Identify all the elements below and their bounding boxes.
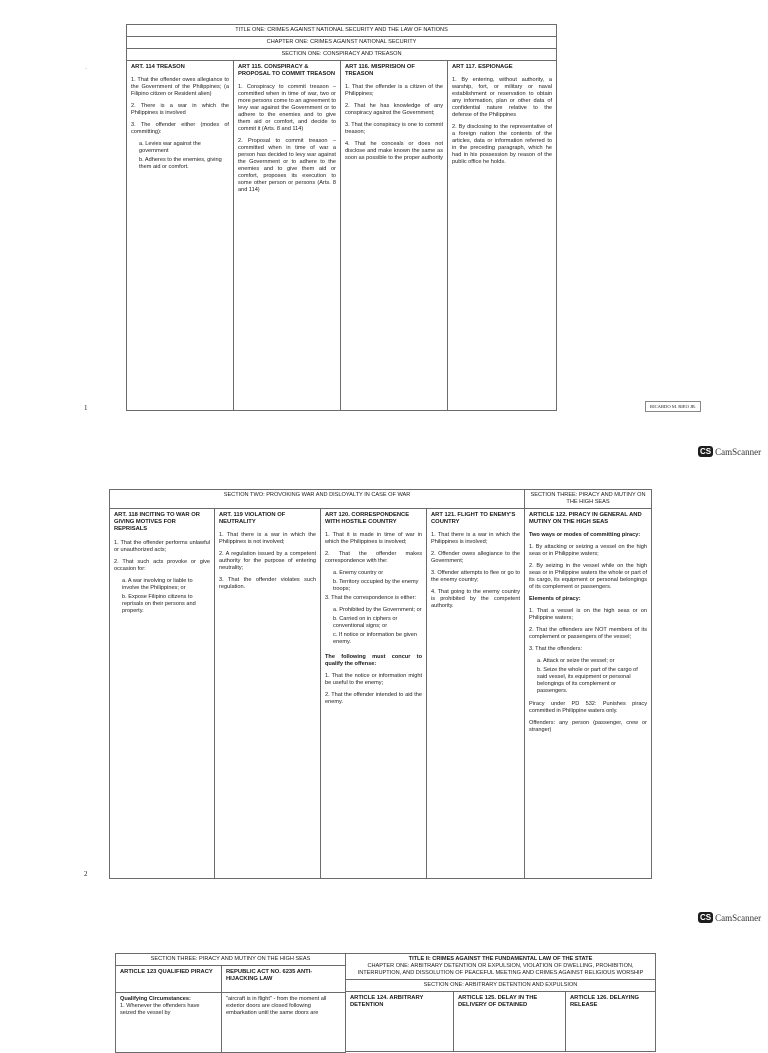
art119-item: 2. A regulation issued by a competent authority for the purpose of entering neutrality; — [219, 551, 316, 572]
art117-item: 2. By disclosing to the representative of a foreign nation the contents of the articles, data or information referred to in the preceding paragraph, which he had in his possession by reason of the public office he holds. — [452, 124, 553, 166]
art114-item: 1. That the offender owes allegiance to the Government of the Philippines; (a Filipino citizen or Resident alien) — [131, 77, 229, 98]
title-two-header-block — [346, 954, 656, 980]
art120-concur-heading: The following must concur to qualify the offense: — [325, 654, 422, 668]
piracy-element-item: 1. That a vessel is on the high seas or on Philippine waters; — [529, 608, 648, 622]
section-three-header-p3: SECTION THREE: PIRACY AND MUTINY ON THE HIGH SEAS — [116, 954, 346, 966]
art121-item: 1. That there is a war in which the Philippines is involved; — [431, 532, 521, 546]
art115-column — [234, 60, 341, 410]
piracy-element-subitem: b. Seize the whole or part of the cargo of said vessel, its equipment or personal belongings of its complement or passengers. — [537, 667, 638, 695]
piracy-continued-table — [115, 953, 346, 1053]
art120-subitem: c. If notice or information be given enemy. — [333, 632, 417, 646]
art116-item: 4. That he conceals or does not disclose and make known the same as soon as possible to the proper authority — [345, 141, 443, 162]
camscanner-label: CamScanner — [715, 912, 762, 923]
art116-title: ART 116. MISPRISION OF TREASON — [345, 63, 415, 78]
art114-subitem: b. Adheres to the enemies, giving them aid or comfort. — [139, 157, 222, 171]
art114-column — [127, 60, 234, 410]
qualifying-heading: Qualifying Circumstances: — [120, 996, 191, 1003]
art120-item: 1. That it is made in time of war in which the Philippines is involved; — [325, 532, 422, 546]
art120-subitem: a. Enemy country or — [333, 570, 384, 577]
art120-subitem: a. Prohibited by the Government; or — [333, 607, 422, 614]
section-one-header: SECTION ONE: CONSPIRACY AND TREASON — [127, 48, 557, 60]
art125-column — [454, 991, 566, 1051]
piracy-offenders: Offenders: any person (passenger, crew or stranger) — [529, 720, 648, 734]
art121-item: 3. Offender attempts to flee or go to the enemy country; — [431, 570, 521, 584]
art114-item: 3. The offender either (modes of committing): — [131, 122, 229, 136]
art114-item: 2. There is a war in which the Philippines is involved — [131, 103, 229, 117]
pd532-note: Piracy under PD 532: Punishes piracy committed in Philippine waters only. — [529, 701, 648, 715]
aircraft-in-flight-text: "aircraft is in flight" - from the moment all exterior doors are closed following embarkation until the same doors are — [226, 996, 327, 1017]
section-three-header: SECTION THREE: PIRACY AND MUTINY ON THE HIGH SEAS — [525, 490, 652, 509]
art114-title: ART. 114 TREASON — [131, 63, 185, 70]
art116-item: 1. That the offender is a citizen of the Philippines; — [345, 84, 443, 98]
art120-subitem: b. Carried on in ciphers or conventional signs; or — [333, 616, 398, 630]
art122-title: ARTICLE 122. PIRACY IN GENERAL AND MUTINY ON THE HIGH SEAS — [529, 511, 642, 526]
art121-item: 2. Offender owes allegiance to the Government; — [431, 551, 521, 565]
art120-concur-item: 1. That the notice or information might be useful to the enemy; — [325, 673, 422, 687]
section-two-header: SECTION TWO: PROVOKING WAR AND DISLOYALTY IN CASE OF WAR — [110, 490, 525, 509]
art117-item: 1. By entering, without authority, a warship, fort, or military or naval establishment or reservation to obtain any information, plan or other data of confidential nature relative to the defense of the Philippines — [452, 77, 553, 119]
camscanner-label: CamScanner — [715, 446, 762, 457]
art121-item: 4. That going to the enemy country is prohibited by the competent authority. — [431, 589, 521, 610]
title-two-header: TITLE II: CRIMES AGAINST THE FUNDAMENTAL LAW OF THE STATE — [408, 956, 593, 962]
art115-item: 1. Conspiracy to commit treason – committed when in time of war, two or more persons come to an agreement to levy war against the Government or to adhere to the enemies and to give them aid or comfort, and decide to commit it (Arts. 8 and 114) — [238, 84, 336, 133]
art120-subitem: b. Territory occupied by the enemy troops; — [333, 579, 419, 593]
art120-item: 3. That the correspondence is either: — [325, 595, 417, 602]
art125-title: ARTICLE 125. DELAY IN THE DELIVERY OF DETAINED — [458, 994, 538, 1009]
title-one-header: TITLE ONE: CRIMES AGAINST NATIONAL SECURITY AND THE LAW OF NATIONS — [127, 25, 557, 37]
art115-title: ART 115. CONSPIRACY & PROPOSAL TO COMMIT TREASON — [238, 63, 336, 78]
art114-subitem: a. Levies war against the government — [139, 141, 201, 155]
art120-concur-item: 2. That the offender intended to aid the enemy. — [325, 692, 422, 706]
art122-column — [525, 508, 652, 878]
piracy-mode-item: 1. By attacking or seizing a vessel on the high seas or in Philippine waters; — [529, 544, 648, 558]
piracy-element-item: 3. That the offenders: — [529, 646, 583, 653]
title-two-table — [345, 953, 656, 1052]
ra6235-title-text: REPUBLIC ACT NO. 6235 ANTI-HIJACKING LAW — [226, 968, 313, 983]
signature-box: RICARDO M. RIEO JR. — [645, 401, 701, 412]
ra6235-column — [222, 993, 346, 1053]
art119-item: 3. That the offender violates such regulation. — [219, 577, 316, 591]
qualifying-item: 1. Whenever the offenders have seized the vessel by — [120, 1003, 200, 1017]
art116-item: 2. That he has knowledge of any conspiracy against the Government; — [345, 103, 443, 117]
art120-title: ART 120. CORRESPONDENCE WITH HOSTILE COUNTRY — [325, 511, 410, 526]
piracy-elements-heading: Elements of piracy: — [529, 596, 581, 603]
piracy-element-subitem: a. Attack or seize the vessel; or — [537, 658, 615, 665]
piracy-mode-item: 2. By seizing in the vessel while on the high seas or in Philippine waters the whole or part of its cargo, its equipment or personal belongings of its complement or passengers. — [529, 563, 648, 591]
art123-title-text: ARTICLE 123 QUALIFIED PIRACY — [120, 968, 213, 975]
art116-column — [341, 60, 448, 410]
page-number-2: 2 — [84, 870, 88, 878]
camscanner-watermark-2 — [698, 912, 761, 923]
art123-column — [116, 993, 222, 1053]
art120-item: 2. That the offender makes correspondence with the: — [325, 551, 422, 565]
chapter-one-header-p3: CHAPTER ONE: ARBITRARY DETENTION OR EXPULSION, VIOLATION OF DWELLING, PROHIBITION, INTERRUPTION, AND DISSOLUTION OF PEACEFUL MEETING AND CRIMES AGAINST RELIGIOUS WORSHIP — [357, 962, 644, 976]
scan-speck: · — [85, 66, 87, 72]
piracy-modes-heading: Two ways or modes of committing piracy: — [529, 532, 641, 539]
chapter-one-header: CHAPTER ONE: CRIMES AGAINST NATIONAL SECURITY — [127, 36, 557, 48]
treason-table — [126, 24, 557, 411]
camscanner-logo-icon: CS — [700, 447, 712, 456]
art118-column — [110, 508, 215, 878]
art124-title: ARTICLE 124. ARBITRARY DETENTION — [350, 994, 424, 1009]
art117-column — [448, 60, 557, 410]
art115-item: 2. Proposal to commit treason – committed when in time of war a person has decided to levy war against the Government or to adhere to the enemies and to give them aid or comfort, proposes its execution to some other person or persons (Arts. 8 and 114) — [238, 138, 336, 194]
art126-title: ARTICLE 126. DELAYING RELEASE — [570, 994, 640, 1009]
art120-column — [321, 508, 427, 878]
art123-title — [116, 965, 222, 992]
art119-column — [215, 508, 321, 878]
art119-item: 1. That there is a war in which the Philippines is not involved; — [219, 532, 316, 546]
art126-column — [566, 991, 656, 1051]
piracy-element-item: 2. That the offenders are NOT members of its complement or passengers of the vessel; — [529, 627, 648, 641]
art118-subitem: b. Expose Filipino citizens to reprisals on their persons and property. — [122, 593, 196, 614]
page-number-1: 1 — [84, 404, 88, 412]
art118-item: 1. That the offender performs unlawful or unauthorized acts; — [114, 539, 210, 553]
provoking-war-table — [109, 489, 652, 879]
art117-title: ART 117. ESPIONAGE — [452, 63, 513, 70]
camscanner-watermark-1 — [698, 446, 761, 457]
art119-title: ART. 119 VIOLATION OF NEUTRALITY — [219, 511, 286, 526]
section-one-header-p3: SECTION ONE: ARBITRARY DETENTION AND EXPULSION — [346, 979, 656, 991]
ra6235-title — [222, 965, 346, 992]
art121-column — [427, 508, 525, 878]
art118-subitem: a. A war involving or liable to involve the Philippines; or — [122, 577, 193, 591]
art118-title: ART. 118 INCITING TO WAR OR GIVING MOTIVES FOR REPRISALS — [114, 511, 200, 533]
art116-item: 3. That the conspiracy is one to commit treason; — [345, 122, 443, 136]
art121-title: ART 121. FLIGHT TO ENEMY'S COUNTRY — [431, 511, 516, 526]
art118-item: 2. That such acts provoke or give occasion for: — [114, 558, 210, 572]
camscanner-logo-icon: CS — [700, 913, 712, 922]
art124-column — [346, 991, 454, 1051]
